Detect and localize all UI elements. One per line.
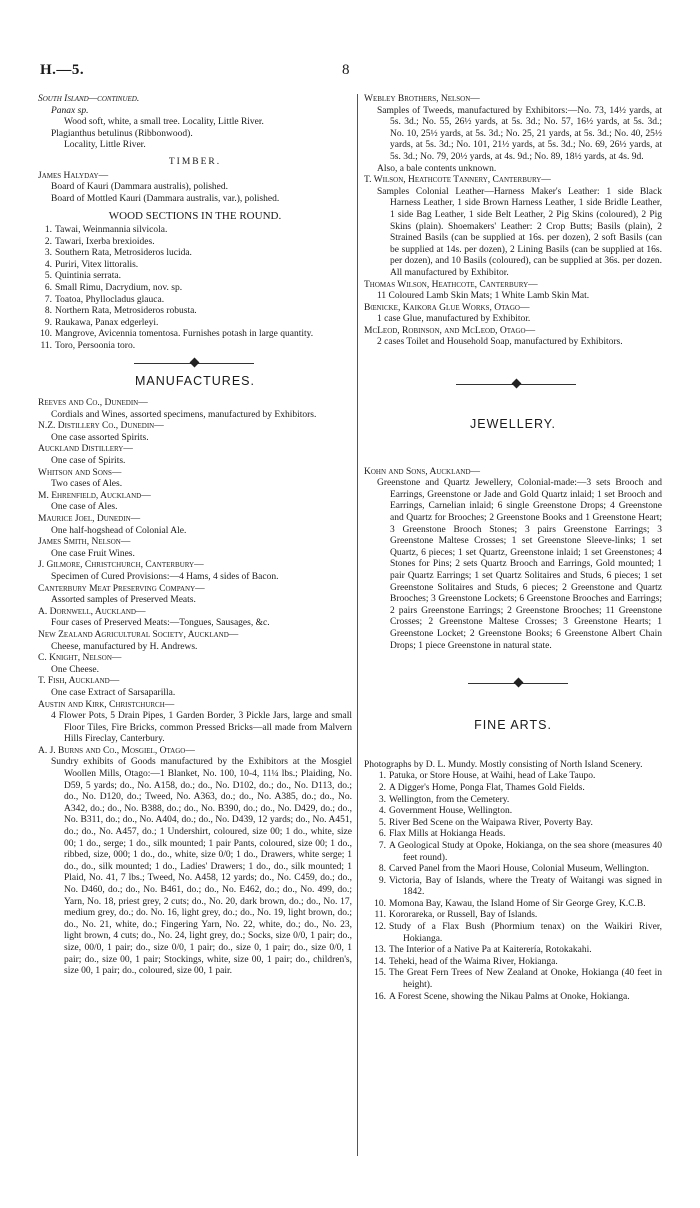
list-item: 13. The Interior of a Native Pa at Kaiterería, Rotokakahi. [374, 945, 592, 956]
timber-item: Board of Mottled Kauri (Dammara australis, var.), polished. [51, 193, 280, 204]
exhibitor: Maurice Joel, Dunedin— [38, 514, 141, 524]
exhibitor: A. Dornwell, Auckland— [38, 606, 146, 617]
exhibitor: McLeod, Robinson, and McLeod, Otago— [364, 325, 536, 336]
manufactures-title: MANUFACTURES. [135, 374, 255, 389]
exhibitor: N.Z. Distillery Co., Dunedin— [38, 421, 164, 432]
list-item: 1. Tawai, Weinmannia silvicola. [44, 224, 168, 235]
ornament-divider [364, 379, 662, 391]
exhibit-desc: One case of Spirits. [51, 456, 126, 467]
list-item: 11. Kororareka, or Russell, Bay of Islands. [374, 910, 538, 921]
list-item: 6. Small Rimu, Dacrydium, nov. sp. [44, 282, 183, 293]
exhibit-desc: Two cases of Ales. [51, 479, 123, 490]
exhibit-desc: Samples of Tweeds, manufactured by Exhibitors:—No. 73, 14½ yards, at 5s. 3d.; No. 55, 26½ yards, at 5s. 3d.; No. 57, 16½ yards, at 5s. 3d.; No. 10, 25½ yards, at 5s. 3d.; No. 25, 21 yards, at 5s. 3d.; No. 40, 25½ yards, at 5s. 3d.; No. 101, 21½ yards, at 5s. 3d.; No. 69, 26½ yards, at 5s. 3d.; No. 79, 20½ yards, at 4s. 9d.; No. 89, 18½ yards, at 4s. 9d. [377, 105, 662, 162]
list-item: 3. Southern Rata, Metrosideros lucida. [44, 248, 192, 259]
exhibit-desc: Greenstone and Quartz Jewellery, Colonial-made:—3 sets Brooch and Earrings, Greenstone or Jade and Gold Quartz inlaid; 1 set Brooch and Earrings, Carnelian inlaid; 6 single Greenstone Drops; 4 Greenstone and Quartz for Brooches; 2 Greenstone Books and 1 Greenstone Heart; 3 Greenstone Brooch Stones; 3 pairs Greenstone Earrings; 3 Greenstone Maltese Crosses; 1 set Greenstone Sleeve-links; 1 set Quartz, 6 pieces; 1 set Quartz, Greenstone inlaid; 1 set Greenstones; 4 Stones for Pins; 2 sets Quartz Brooch and Earrings, Gold mounted; 1 pair Quartz Earrings; 1 set Quartz Solitaires and Studs, 6 pieces; 1 set Greenstone Solitaires and Studs, 6 pieces; 2 Greenstone and Quartz Brooches; 3 Greenstone Lockets; 6 Greenstone Brooches and Earrings; 2 pairs Greenstone Earrings; 2 Greenstone Brooches; 11 Greenstone Crosses; 2 Greenstone Maltese Crosses; 3 Greenstone Hearts; 1 Greenstone Locket; 2 Greenstone Books; 6 Greenstone Albert Chain Drops; 1 piece Greenstone in natural state. [377, 478, 662, 651]
exhibit-desc: Cordials and Wines, assorted specimens, manufactured by Exhibitors. [51, 409, 317, 420]
exhibit-desc: Assorted samples of Preserved Meats. [51, 595, 196, 606]
list-item: 2. Tawari, Ixerba brexioides. [44, 236, 155, 247]
ornament-divider [364, 678, 662, 690]
list-item: 9. Raukawa, Panax edgerleyi. [44, 317, 159, 328]
fine-arts-title: FINE ARTS. [474, 718, 552, 733]
photographs-intro: Photographs by D. L. Mundy. Mostly consisting of North Island Scenery. [364, 759, 643, 770]
exhibit-desc: One case of Ales. [51, 502, 118, 513]
exhibitor: Austin and Kirk, Christchurch— [38, 699, 175, 710]
page-number: 8 [342, 62, 350, 78]
exhibit-desc: 4 Flower Pots, 5 Drain Pipes, 1 Garden Border, 3 Pickle Jars, large and small Floor Tiles, Fire Bricks, common Pressed Bricks—all made from Malvern Hills Fireclay, Canterbury. [51, 711, 352, 745]
list-item: 11. Toro, Persoonia toro. [40, 340, 136, 351]
right-column [364, 94, 662, 1003]
exhibitor: T. Fish, Auckland— [38, 676, 120, 687]
exhibit-desc: Specimen of Cured Provisions:—4 Hams, 4 sides of Bacon. [51, 571, 279, 582]
timber-exhibitor: James Halyday— [38, 170, 109, 181]
exhibit-desc: One case Fruit Wines. [51, 548, 135, 559]
manufactures-list [38, 398, 352, 978]
column-divider [357, 94, 358, 1156]
list-item: 6. Flax Mills at Hokianga Heads. [378, 829, 506, 840]
exhibitor: Kohn and Sons, Auckland— [364, 466, 481, 477]
list-item: 10. Momona Bay, Kawau, the Island Home of Sir George Grey, K.C.B. [374, 898, 646, 909]
list-item: 15. The Great Fern Trees of New Zealand at Onoke, Hokianga (40 feet in height). [374, 968, 662, 991]
exhibitor: Whitson and Sons— [38, 467, 122, 478]
list-item: 7. A Geological Study at Opoke, Hokianga, on the sea shore (measures 40 feet round). [378, 840, 662, 863]
plagianthus-locality: Locality, Little River. [64, 140, 146, 151]
exhibitor: James Smith, Nelson— [38, 537, 131, 548]
exhibit-desc: 11 Coloured Lamb Skin Mats; 1 White Lamb Skin Mat. [377, 291, 590, 302]
exhibitor: J. Gilmore, Christchurch, Canterbury— [38, 560, 204, 571]
list-item: 1. Patuka, or Store House, at Waihi, head of Lake Taupo. [378, 771, 596, 782]
exhibit-desc: One case Extract of Sarsaparilla. [51, 687, 176, 698]
wood-title: WOOD SECTIONS IN THE ROUND. [108, 210, 282, 223]
left-column [38, 94, 352, 978]
page-id: H.—5. [40, 62, 85, 78]
list-item: 10. Mangrove, Avicennia tomentosa. Furnishes potash in large quantity. [40, 329, 314, 340]
list-item: 8. Carved Panel from the Maori House, Colonial Museum, Wellington. [378, 864, 650, 875]
exhibit-desc: 2 cases Toilet and Household Soap, manufactured by Exhibitors. [377, 337, 623, 348]
list-item: 8. Northern Rata, Metrosideros robusta. [44, 306, 197, 317]
list-item: 9. Victoria, Bay of Islands, where the Treaty of Waitangi was signed in 1842. [378, 875, 662, 898]
exhibit-desc: One Cheese. [51, 664, 100, 675]
wood-list [38, 225, 352, 353]
exhibit-desc: Cheese, manufactured by H. Andrews. [51, 641, 198, 652]
panax-line: Panax sp. [51, 105, 89, 116]
list-item: 16. A Forest Scene, showing the Nikau Palms at Onoke, Hokianga. [374, 991, 630, 1002]
list-item: 2. A Digger's Home, Ponga Flat, Thames Gold Fields. [378, 782, 585, 793]
jewellery-title: JEWELLERY. [470, 417, 556, 432]
list-item: 12. Study of a Flax Bush (Phormium tenax) on the Waikiri River, Hokianga. [374, 922, 662, 944]
exhibitor: Webley Brothers, Nelson— [364, 94, 480, 104]
list-item: 5. River Bed Scene on the Waipawa River, Poverty Bay. [378, 817, 593, 828]
exhibitor: Thomas Wilson, Heathcote, Canterbury— [364, 279, 538, 290]
photographs-list [364, 771, 662, 1003]
list-item: 5. Quintinia serrata. [44, 271, 121, 282]
exhibitor: C. Knight, Nelson— [38, 653, 122, 664]
exhibitor: T. Wilson, Heathcote Tannery, Canterbury— [364, 175, 551, 186]
exhibitor: Bœnicke, Kaikora Glue Works, Otago— [364, 302, 530, 313]
timber-title: TIMBER. [168, 156, 222, 167]
exhibit-desc: 1 case Glue, manufactured by Exhibitor. [377, 314, 531, 325]
panax-desc: Wood soft, white, a small tree. Locality, Little River. [64, 117, 264, 128]
list-item: 4. Government House, Wellington. [378, 806, 513, 817]
list-item: 4. Puriri, Vitex littoralis. [44, 259, 139, 270]
ornament-divider [38, 358, 352, 370]
plagianthus-line: Plagianthus betulinus (Ribbonwood). [51, 128, 193, 139]
list-item: 14. Teheki, head of the Waima River, Hokianga. [374, 956, 558, 967]
exhibitor: M. Ehrenfield, Auckland— [38, 490, 151, 501]
exhibit-desc: Samples Colonial Leather—Harness Maker's Leather: 1 side Black Harness Leather, 1 side Brown Harness Leather, 1 side Bridle Leather, 1 side Bag Leather, 1 side Belt Leather, 2 Pig Skins (coloured), 2 Pig Skins (plain). Shoemakers' Leather: 2 Crop Butts; Basils (plain), 2 Strained Basils (can be supplied at 16s. per dozen), 2 soft Basils (can be supplied at 14s. per dozen), 2 Lining Basils (can be supplied at 16s. per dozen), and 10 Basils (coloured), can be supplied at 36s. per dozen. All manufactured by Exhibitor. [377, 186, 662, 278]
timber-item: Board of Kauri (Dammara australis), polished. [51, 182, 229, 193]
list-item: 3. Wellington, from the Cemetery. [378, 794, 510, 805]
exhibitor: Auckland Distillery— [38, 444, 133, 455]
exhibitor: A. J. Burns and Co., Mosgiel, Otago— [38, 745, 195, 756]
exhibit-desc: Four cases of Preserved Meats:—Tongues, Sausages, &c. [51, 618, 270, 629]
exhibitor: New Zealand Agricultural Society, Auckland— [38, 629, 239, 640]
exhibit-desc: One case assorted Spirits. [51, 432, 149, 443]
exhibitor: Canterbury Meat Preserving Company— [38, 583, 205, 594]
list-item: 7. Toatoa, Phyllocladus glauca. [44, 294, 165, 305]
exhibit-desc: One half-hogshead of Colonial Ale. [51, 525, 187, 536]
exhibit-desc: Sundry exhibits of Goods manufactured by the Exhibitors at the Mosgiel Woollen Mills, Otago:—1 Blanket, No. 100, 10-4, 11¼ lbs.; Plaiding, No. D59, 5 yards; do., No. A158, do.; do., No. D102, do.; do., No. D113, do.; do., No. D120, do.; Tweed, No. A363, do.; do., No. A385, do.; do., No. A342, do.; do., No. B388, do.; do., No. B390, do.; do., No. D429, do.; do., No. B311, do.; do., No. A404, do.; do., No. D439, 12 yards; do., No. A451, do.; do., No. A457, do.; 1 Undershirt, coloured, size 00; 1 do., white, size 00; 1 do., serge; 1 do., silk mounted; 1 pair Pants, coloured, size 00; 1 do., ribbed, size, 000; 1 do., do., white, size 0/0; 1 do., Drawers, white serge; 1 do., do., silk mounted; 1 do., Ladies' Drawers; 1 do., do., silk mounted; 1 Plaid, No. 41, 7 lbs.; Tweed, No. A458, 12 yards; do., No. C459, do.; do., No. D460, do.; do., No. B461, do.; do., No. E462, do.; do., No. 499, do.; Yarn, No. 18, priest grey, 2 cuts; do., No. 20, dark brown, do.; do., No. 17, medium grey, do.; do. No. 16, light grey, do.; do., No. 19, light brown, do.; do., No. 21, white, do.; Fingering Yarn, No. 22, white, do.; do., No. 23, light brown, 4 cuts; do., No. 24, light grey, do.; Socks, size 0/0, 1 pair; do., size, 00/0, 1 pair; do., size 0/0, 1 pair; do., size 0, 1 pair; do., size 0/0, 1 pair; do., size 00, 1 pair; Stockings, white, size 00, 1 pair; do., children's, size 00, 1 pair; do., coloured, size 00, 1 pair. [51, 757, 352, 977]
exhibit-note: Also, a bale contents unknown. [377, 163, 497, 174]
continued-heading: South Island—continued. [38, 94, 140, 104]
exhibitor: Reeves and Co., Dunedin— [38, 398, 148, 409]
